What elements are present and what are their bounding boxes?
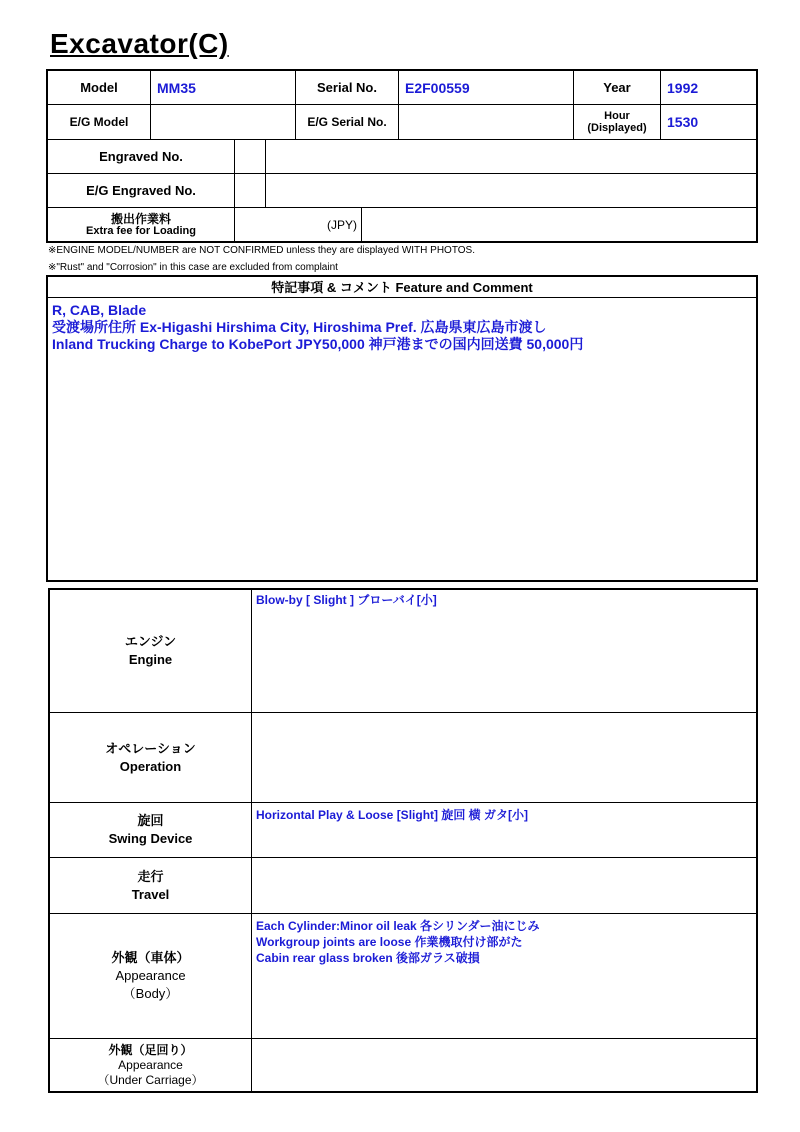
model-label: Model [47, 70, 151, 105]
extra-fee-unit: (JPY) [327, 217, 357, 232]
appearance-note: Each Cylinder:Minor oil leak 各シリンダー油にじみ [256, 919, 540, 933]
swing-label-jp: 旋回 [137, 813, 164, 828]
hour-label [573, 104, 661, 140]
engine-label-jp: エンジン [124, 634, 177, 649]
engraved-value [265, 139, 757, 174]
swing-label [49, 802, 252, 858]
swing-note: Horizontal Play & Loose [Slight] 旋回 横 ガタ[小] [256, 808, 529, 822]
appearance-undercarriage-label-en2: （Under Carriage） [97, 1072, 204, 1087]
engine-value [251, 589, 757, 713]
extra-fee-unit-cell [234, 207, 362, 242]
operation-label-jp: オペレーション [105, 740, 196, 756]
appearance-body-label-en: Appearance [115, 968, 186, 983]
appearance-note: Cabin rear glass broken 後部ガラス破損 [256, 951, 480, 965]
eg-model-label: E/G Model [47, 104, 151, 140]
appearance-undercarriage-label-jp: 外観（足回り） [108, 1042, 193, 1057]
note-rust: ※"Rust" and "Corrosion" in this case are excluded from complaint [48, 262, 338, 273]
comment-line: Inland Trucking Charge to KobePort JPY50,000 神戸港までの国内回送費 50,000円 [52, 336, 584, 352]
hour-label-line1: Hour [604, 110, 630, 122]
operation-label-en: Operation [119, 758, 182, 774]
eg-serial-value [398, 104, 574, 140]
model-value: MM35 [150, 70, 296, 105]
eg-engraved-label: E/G Engraved No. [47, 173, 235, 208]
travel-value [251, 857, 757, 914]
travel-label-en: Travel [131, 886, 170, 902]
appearance-undercarriage-label [49, 1038, 252, 1092]
appearance-undercarriage-value [251, 1038, 757, 1092]
hour-label-line2: (Displayed) [587, 122, 647, 134]
travel-label [49, 857, 252, 914]
eg-serial-label: E/G Serial No. [295, 104, 399, 140]
comment-line: R, CAB, Blade [52, 302, 147, 318]
operation-value [251, 712, 757, 803]
appearance-undercarriage-label-en: Appearance [118, 1057, 183, 1072]
feature-comments [52, 302, 752, 353]
extra-fee-label-en: Extra fee for Loading [85, 224, 197, 237]
extra-fee-value [361, 207, 757, 242]
engine-note: Blow-by [ Slight ] ブローバイ[小] [256, 593, 437, 607]
engine-label-en: Engine [128, 652, 173, 667]
extra-fee-label-jp: 搬出作業料 [110, 211, 171, 226]
page-title: Excavator(C) [50, 28, 229, 59]
year-label: Year [573, 70, 661, 105]
appearance-body-label [49, 913, 252, 1039]
hour-value: 1530 [660, 104, 757, 140]
note-engine-confirm: ※ENGINE MODEL/NUMBER are NOT CONFIRMED unless they are displayed WITH PHOTOS. [48, 245, 475, 256]
comment-line: 受渡場所住所 Ex-Higashi Hirshima City, Hiroshima Pref. 広島県東広島市渡し [52, 319, 547, 335]
engraved-label: Engraved No. [47, 139, 235, 174]
serial-value: E2F00559 [398, 70, 574, 105]
appearance-body-label-en2: （Body） [122, 986, 179, 1001]
swing-value [251, 802, 757, 858]
serial-label: Serial No. [295, 70, 399, 105]
swing-label-en: Swing Device [108, 831, 193, 846]
eg-engraved-small-cell [234, 173, 266, 208]
eg-engraved-value [265, 173, 757, 208]
year-value: 1992 [660, 70, 757, 105]
travel-label-jp: 走行 [137, 868, 164, 884]
appearance-note: Workgroup joints are loose 作業機取付け部がた [256, 935, 523, 949]
appearance-body-value [251, 913, 757, 1039]
engine-label [49, 589, 252, 713]
feature-header [47, 276, 757, 298]
engraved-small-cell [234, 139, 266, 174]
extra-fee-label [47, 207, 235, 242]
appearance-body-label-jp: 外観（車体） [111, 950, 190, 965]
eg-model-value [150, 104, 296, 140]
feature-header-text: 特記事項 & コメント Feature and Comment [271, 280, 533, 295]
operation-label [49, 712, 252, 803]
